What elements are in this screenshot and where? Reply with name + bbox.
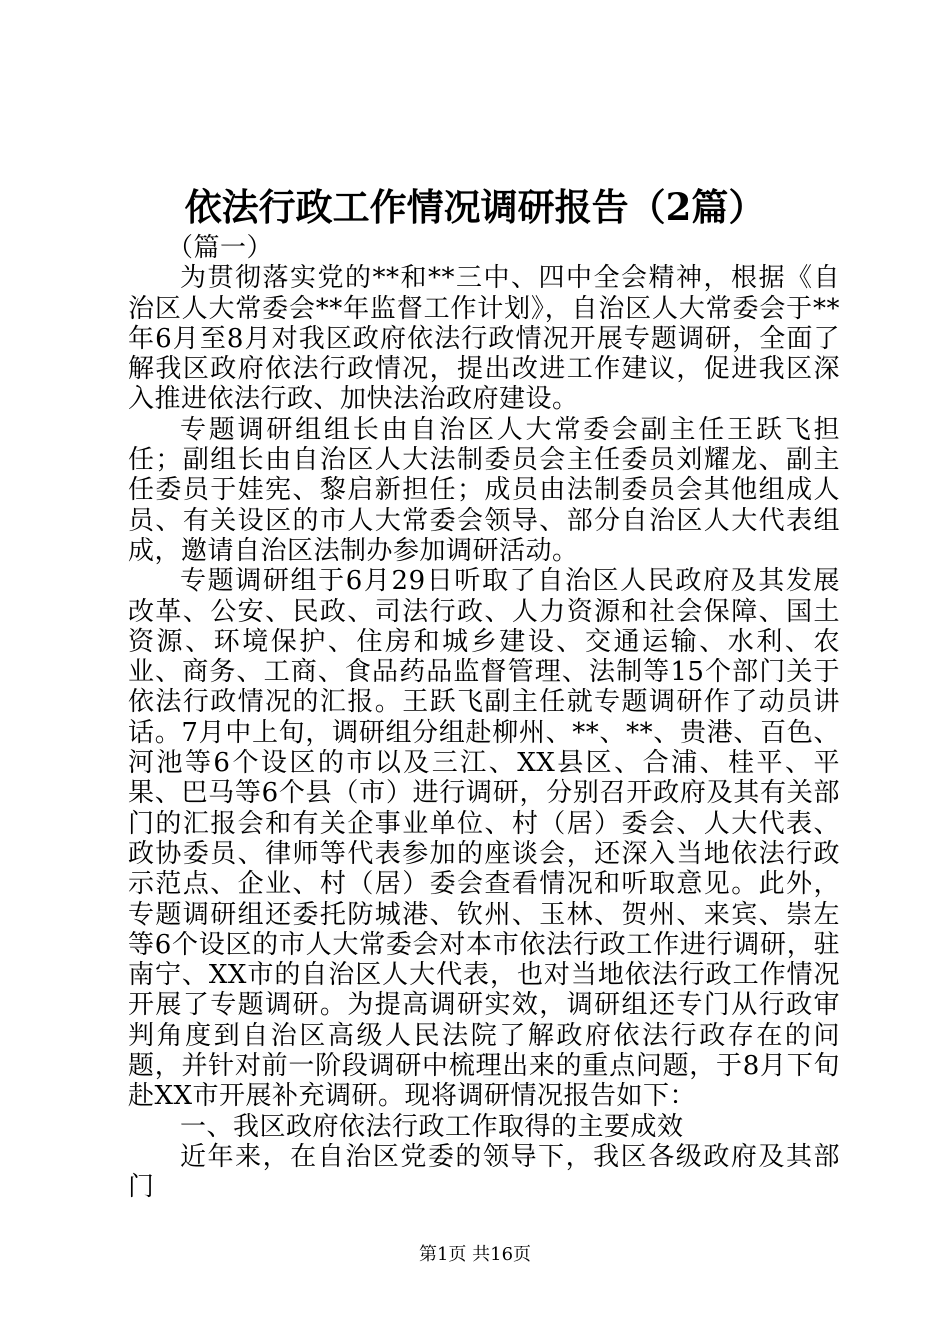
paragraph-4: 近年来，在自治区党委的领导下，我区各级政府及其部门 (128, 1141, 840, 1203)
part-label: （篇一） (167, 233, 274, 263)
section-heading: 一、我区政府依法行政工作取得的主要成效 (180, 1111, 684, 1142)
paragraph-2: 专题调研组组长由自治区人大常委会副主任王跃飞担任；副组长由自治区人大法制委员会主任委员刘耀龙、副主任委员于娃宪、黎启新担任；成员由法制委员会其他组成人员、有关设区的市人大常委会领导、部分自治区人大代表组成，邀请自治区法制办参加调研活动。 (128, 414, 840, 566)
document-body (128, 233, 840, 1203)
document-title: 依法行政工作情况调研报告（2篇） (184, 185, 766, 229)
paragraph-3: 专题调研组于6月29日听取了自治区人民政府及其发展改革、公安、民政、司法行政、人力资源和社会保障、国土资源、环境保护、住房和城乡建设、交通运输、水利、农业、商务、工商、食品药品监督管理、法制等15个部门关于依法行政情况的汇报。王跃飞副主任就专题调研作了动员讲话。7月中上旬，调研组分组赴柳州、**、**、贵港、百色、河池等6个设区的市以及三江、XX县区、合浦、桂平、平果、巴马等6个县（市）进行调研，分别召开政府及其有关部门的汇报会和有关企事业单位、村（居）委会、人大代表、政协委员、律师等代表参加的座谈会，还深入当地依法行政示范点、企业、村（居）委会查看情况和听取意见。此外，专题调研组还委托防城港、钦州、玉林、贺州、来宾、崇左等6个设区的市人大常委会对本市依法行政工作进行调研，驻南宁、XX市的自治区人大代表，也对当地依法行政工作情况开展了专题调研。为提高调研实效，调研组还专门从行政审判角度到自治区高级人民法院了解政府依法行政存在的问题，并针对前一阶段调研中梳理出来的重点问题，于8月下旬赴XX市开展补充调研。现将调研情况报告如下： (128, 566, 840, 1112)
page-footer: 第1页 共16页 (418, 1244, 532, 1265)
paragraph-1: 为贯彻落实党的**和**三中、四中全会精神，根据《自治区人大常委会**年监督工作计划》，自治区人大常委会于**年6月至8月对我区政府依法行政情况开展专题调研，全面了解我区政府依法行政情况，提出改进工作建议，促进我区深入推进依法行政、加快法治政府建设。 (128, 263, 840, 415)
